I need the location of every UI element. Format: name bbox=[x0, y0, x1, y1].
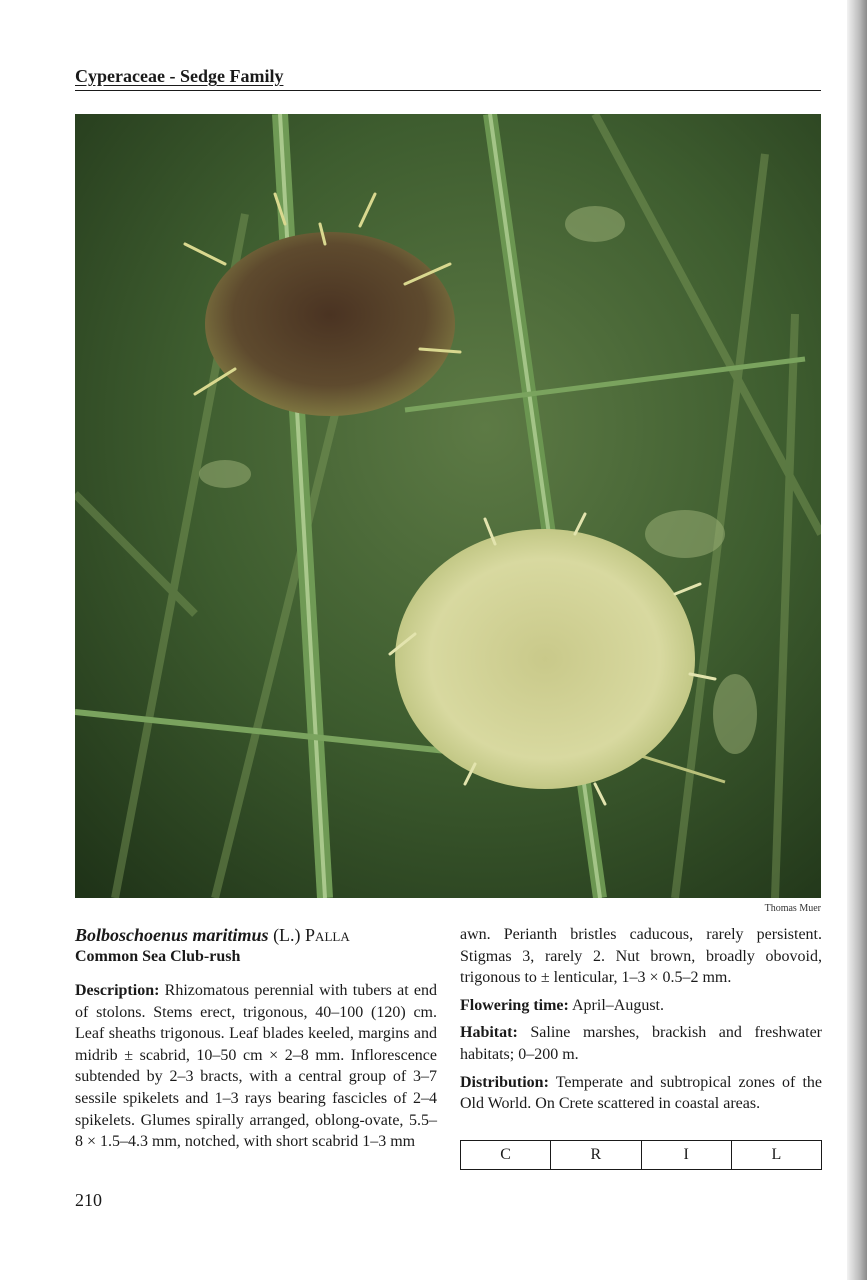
running-header bbox=[75, 66, 821, 91]
species-title bbox=[75, 924, 437, 946]
description-paragraph bbox=[75, 980, 437, 1153]
common-name: Common Sea Club-rush bbox=[75, 948, 241, 965]
distribution-paragraph bbox=[460, 1072, 822, 1115]
description-label: Description: bbox=[75, 982, 160, 999]
text-column-left bbox=[75, 924, 437, 1153]
habitat-label: Habitat: bbox=[460, 1024, 518, 1042]
habitat-paragraph bbox=[460, 1022, 822, 1065]
habitat-text: Saline marshes, brackish and freshwater habitats; 0–200 m. bbox=[460, 1024, 822, 1063]
page-edge-shadow bbox=[847, 0, 867, 1280]
region-cell: R bbox=[551, 1141, 641, 1170]
author-name: Palla bbox=[305, 925, 350, 945]
distribution-text: Temperate and subtropical zones of the Old World. On Crete scattered in coastal areas. bbox=[460, 1073, 822, 1113]
text-column-right bbox=[460, 924, 822, 1115]
crete-region-table bbox=[460, 1140, 822, 1170]
region-cell: I bbox=[641, 1141, 731, 1170]
author-abbreviation: (L.) bbox=[273, 925, 301, 945]
region-cell: L bbox=[731, 1141, 821, 1170]
plant-photograph bbox=[75, 114, 821, 898]
club-rush-photo-illustration bbox=[75, 114, 821, 898]
description-text: Rhizomatous perennial with tubers at end of stolons. Stems erect, trigonous, 40–100 (120) cm. Leaf sheaths trigonous. Leaf blades keeled, margins and midrib ± scabrid, 10–50 cm × 2–8 mm. Inflorescence subtended by 2–3 bracts, with a central group of 3–7 sessile spikelets and 1–3 rays bearing fascicles of 2–4 spikelets. Glumes spirally arranged, oblong-ovate, 5.5–8 × 1.5–4.3 mm, notched, with short scabrid 1–3 mm bbox=[75, 982, 437, 1151]
description-continuation: awn. Perianth bristles caducous, rarely persistent. Stigmas 3, rarely 2. Nut brown, broadly obovoid, trigonous to ± lenticular, 1–3 × 0.5–2 mm. bbox=[460, 926, 822, 987]
scientific-name: Bolboschoenus maritimus bbox=[75, 925, 269, 945]
flowering-label: Flowering time: bbox=[460, 996, 569, 1014]
flowering-paragraph bbox=[460, 995, 822, 1017]
flowering-text: April–August. bbox=[571, 996, 664, 1014]
region-row bbox=[461, 1141, 822, 1170]
region-cell: C bbox=[461, 1141, 551, 1170]
family-title: Cyperaceae - Sedge Family bbox=[75, 66, 284, 86]
photo-credit: Thomas Muer bbox=[764, 903, 821, 914]
distribution-label: Distribution: bbox=[460, 1073, 549, 1091]
page-number: 210 bbox=[75, 1190, 102, 1210]
